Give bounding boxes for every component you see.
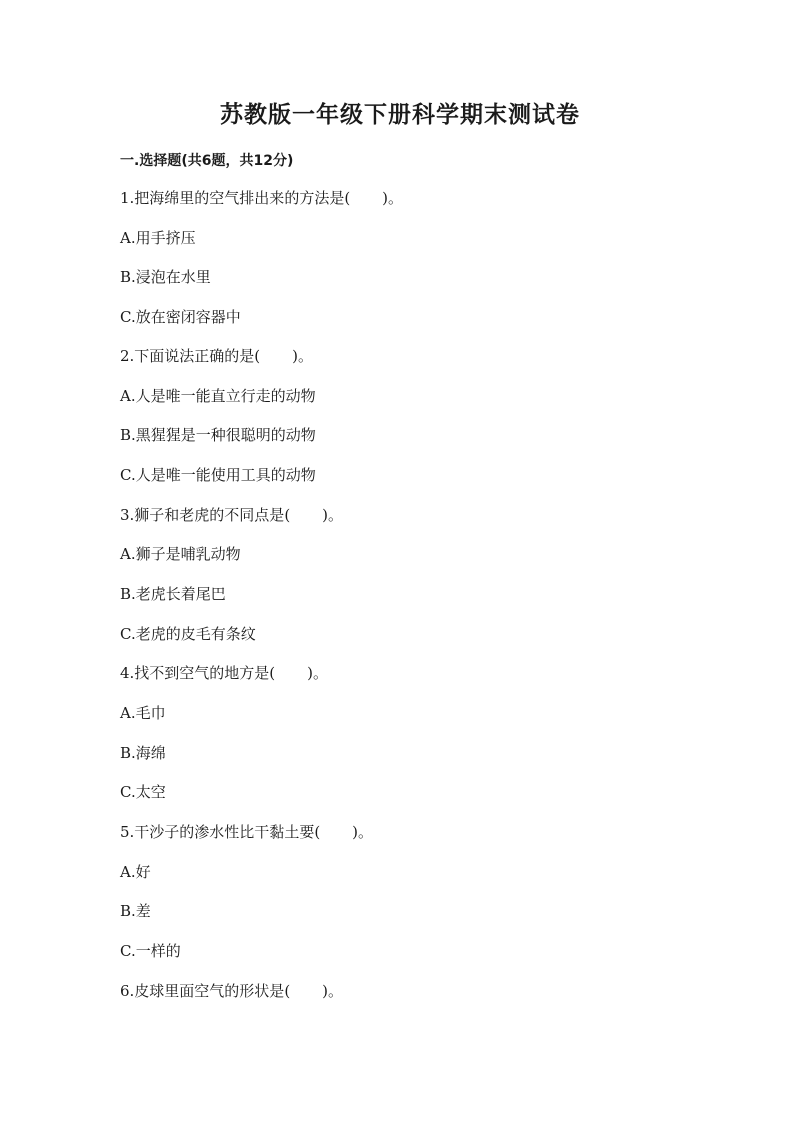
option-1c: C.放在密闭容器中 <box>120 308 241 326</box>
question-stem-end: )。 <box>292 347 314 365</box>
option-4c: C.太空 <box>120 783 166 801</box>
option-5a: A.好 <box>120 863 151 881</box>
question-3 <box>120 505 343 525</box>
option-2c: C.人是唯一能使用工具的动物 <box>120 466 316 484</box>
option-1b: B.浸泡在水里 <box>120 268 211 286</box>
question-6 <box>120 981 343 1001</box>
question-stem: 5.干沙子的渗水性比干黏土要( <box>120 823 321 841</box>
question-stem: 6.皮球里面空气的形状是( <box>120 982 291 1000</box>
question-1 <box>120 188 403 208</box>
question-stem-end: )。 <box>307 664 329 682</box>
option-4b: B.海绵 <box>120 744 166 762</box>
question-stem: 1.把海绵里的空气排出来的方法是( <box>120 189 351 207</box>
question-stem-end: )。 <box>322 982 344 1000</box>
question-4 <box>120 663 328 683</box>
question-2 <box>120 346 313 366</box>
option-5c: C.一样的 <box>120 942 181 960</box>
option-3c: C.老虎的皮毛有条纹 <box>120 625 256 643</box>
question-stem-end: )。 <box>322 506 344 524</box>
section-heading: 一.选择题(共6题，共12分) <box>120 153 294 169</box>
option-2b: B.黑猩猩是一种很聪明的动物 <box>120 426 316 444</box>
question-stem-end: )。 <box>352 823 374 841</box>
option-2a: A.人是唯一能直立行走的动物 <box>120 387 316 405</box>
option-3a: A.狮子是哺乳动物 <box>120 545 241 563</box>
page-title: 苏教版一年级下册科学期末测试卷 <box>220 101 580 128</box>
question-stem-end: )。 <box>382 189 404 207</box>
option-3b: B.老虎长着尾巴 <box>120 585 226 603</box>
option-4a: A.毛巾 <box>120 704 166 722</box>
question-5 <box>120 822 373 842</box>
question-stem: 3.狮子和老虎的不同点是( <box>120 506 291 524</box>
option-1a: A.用手挤压 <box>120 229 196 247</box>
question-stem: 4.找不到空气的地方是( <box>120 664 276 682</box>
question-stem: 2.下面说法正确的是( <box>120 347 261 365</box>
option-5b: B.差 <box>120 902 151 920</box>
